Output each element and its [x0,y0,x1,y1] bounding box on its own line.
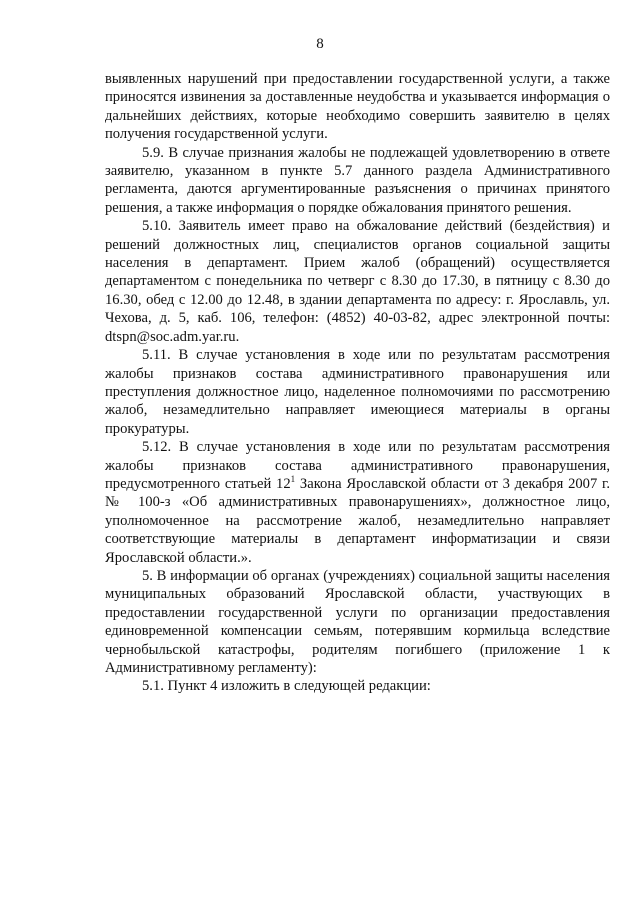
paragraph-continuation: выявленных нарушений при предоставлении государственной услуги, а также приносятся извинения за доставленные неудобства и указывается информация о дальнейших действиях, которые необходимо совершить заявителю в целях получения государственной услуги. [105,71,610,143]
page-number: 8 [316,36,324,52]
paragraph-5-12 [105,438,610,567]
paragraph-5-1: 5.1. Пункт 4 изложить в следующей редакции: [142,678,431,695]
paragraph-5-12-text-end: Закона Ярославской области от 3 декабря 2007 г. № 100-з «Об административных правонарушениях», должностное лицо, уполномоченное на рассмотрение жалоб, незамедлительно направляет соответствующие материалы в департамент информатизации и связи Ярославской области.». [105,475,610,566]
paragraph-5-10: 5.10. Заявитель имеет право на обжалование действий (бездействия) и решений должностных лиц, специалистов органов социальной защиты населения в департамент. Прием жалоб (обращений) осуществляется департаментом с понедельника по четверг с 8.30 до 17.30, в пятницу с 8.30 до 16.30, обед с 12.00 до 12.48, в здании департамента по адресу: г. Ярославль, ул. Чехова, д. 5, каб. 106, телефон: (4852) 40-03-82, адрес электронной почты: dtspn@soc.adm.yar.ru. [105,218,610,345]
document-body [105,70,610,696]
paragraph-5-11: 5.11. В случае установления в ходе или по результатам рассмотрения жалобы признаков состава административного правонарушения или преступления должностное лицо, наделенное полномочиями по рассмотрению жалоб, незамедлительно направляет имеющиеся материалы в органы прокуратуры. [105,347,610,437]
paragraph-5-12-text-start: 5.12. В случае установления в ходе или по результатам рассмотрения жалобы признаков состава административного правонарушения, предусмотренного статьей 12 [105,439,610,492]
superscript-1: 1 [290,474,296,485]
paragraph-5-9: 5.9. В случае признания жалобы не подлежащей удовлетворению в ответе заявителю, указанном в пункте 5.7 данного раздела Административного регламента, даются аргументированные разъяснения о причинах принятого решения, а также информация о порядке обжалования принятого решения. [105,144,610,216]
paragraph-5: 5. В информации об органах (учреждениях) социальной защиты населения муниципальных образований Ярославской области, участвующих в предоставлении государственной услуги по организации предоставления единовременной компенсации семьям, потерявшим кормильца вследствие чернобыльской катастрофы, родителям погибшего (приложение 1 к Административному регламенту): [105,567,610,676]
